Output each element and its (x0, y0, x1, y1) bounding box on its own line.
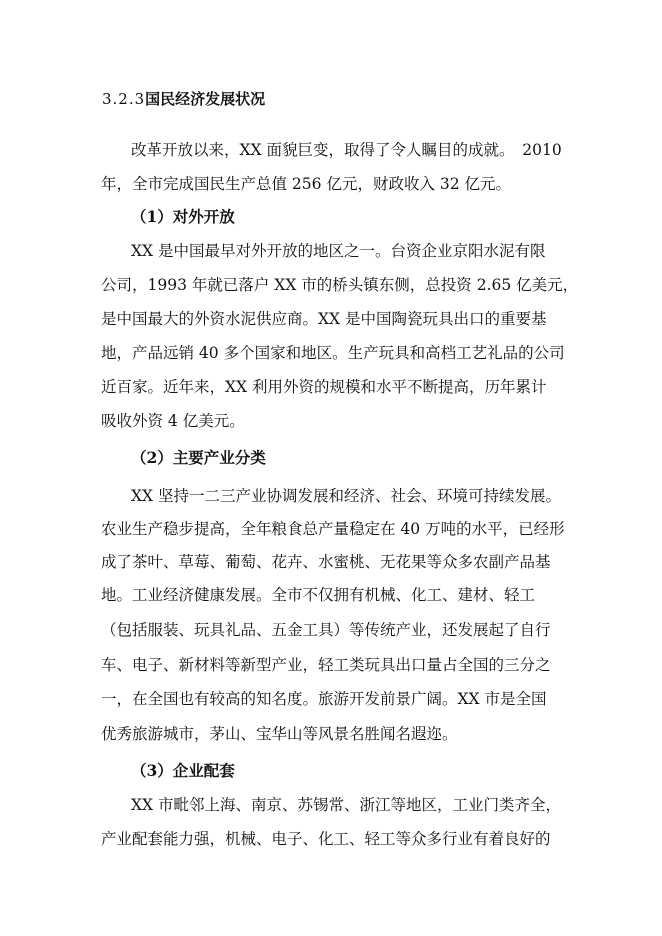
paragraph-line: XX 是中国最早对外开放的地区之一。台资企业京阳水泥有限 (131, 242, 546, 260)
subsection-heading-industry: （2）主要产业分类 (131, 448, 266, 467)
paragraph-line: （包括服装、玩具礼品、五金工具）等传统产业，还发展起了自行 (101, 621, 551, 639)
paragraph-line: 车、电子、新材料等新型产业，轻工类玩具出口量占全国的三分之 (101, 656, 551, 674)
paragraph-line: 近百家。近年来，XX 利用外资的规模和水平不断提高，历年累计 (101, 378, 547, 396)
subsection-heading-foreign-opening: （1）对外开放 (131, 207, 235, 226)
paragraph-line: 地，产品远销 40 多个国家和地区。生产玩具和高档工艺礼品的公司 (101, 344, 565, 362)
intro-line: 改革开放以来，XX 面貌巨变，取得了令人瞩目的成就。 2010 (131, 141, 562, 159)
paragraph-line: 吸收外资 4 亿美元。 (101, 412, 245, 430)
paragraph-line: 公司，1993 年就已落户 XX 市的桥头镇东侧，总投资 2.65 亿美元， (101, 276, 579, 294)
section-title (102, 88, 265, 109)
paragraph-line: 产业配套能力强，机械、电子、化工、轻工等众多行业有着良好的 (101, 830, 551, 848)
section-number: 3.2.3 (102, 90, 146, 108)
paragraph-line: XX 坚持一二三产业协调发展和经济、社会、环境可持续发展。 (131, 487, 561, 505)
paragraph-line: 是中国最大的外资水泥供应商。XX 是中国陶瓷玩具出口的重要基 (101, 310, 547, 328)
paragraph-line: 农业生产稳步提高，全年粮食总产量稳定在 40 万吨的水平，已经形 (101, 520, 565, 538)
intro-line: 年，全市完成国民生产总值 256 亿元，财政收入 32 亿元。 (101, 175, 512, 193)
paragraph-line: 优秀旅游城市，茅山、宝华山等风景名胜闻名遐迩。 (101, 725, 458, 743)
section-title-text: 国民经济发展状况 (145, 90, 266, 108)
paragraph-line: 地。工业经济健康发展。全市不仅拥有机械、化工、建材、轻工 (101, 586, 536, 604)
paragraph-line: 一，在全国也有较高的知名度。旅游开发前景广阔。XX 市是全国 (101, 690, 547, 708)
paragraph-line: XX 市毗邻上海、南京、苏锡常、浙江等地区，工业门类齐全， (131, 796, 561, 814)
subsection-heading-supporting: （3）企业配套 (131, 761, 235, 780)
paragraph-line: 成了茶叶、草莓、葡萄、花卉、水蜜桃、无花果等众多农副产品基 (101, 553, 551, 571)
